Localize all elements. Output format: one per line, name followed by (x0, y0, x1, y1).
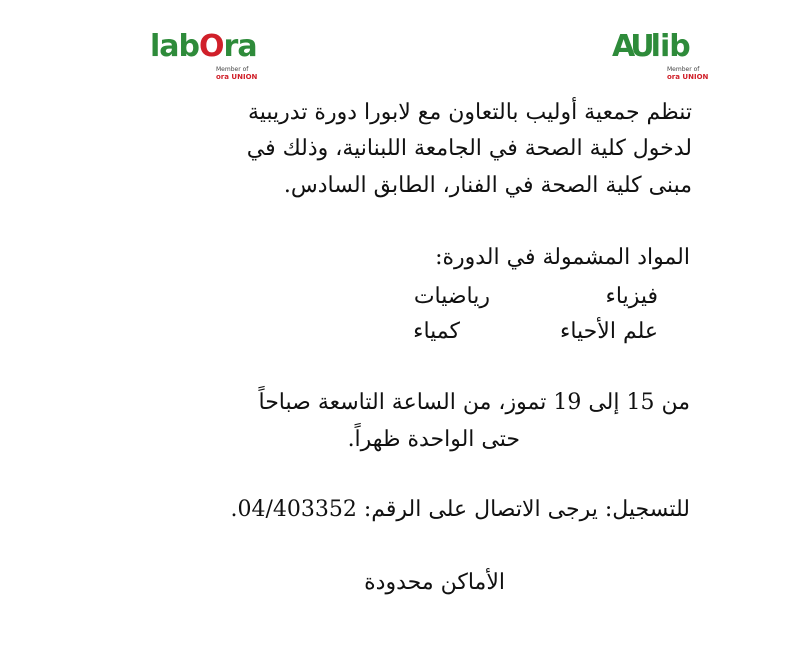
labora-logo-word-start: lab (150, 29, 200, 64)
registration-text: للتسجيل: يرجى الاتصال على الرقم: 04/403352. (230, 497, 690, 522)
aulib-logo-word-mark: AU (612, 29, 651, 64)
schedule-line-2: حتى الواحدة ظهراً. (347, 427, 520, 452)
subject-math: رياضيات (413, 284, 490, 309)
schedule-line-1: من 15 إلى 19 تموز، من الساعة التاسعة صباحاً (258, 390, 690, 415)
aulib-logo-union-text: ora UNION (667, 73, 709, 81)
labora-logo-member-text: Member of (216, 66, 249, 73)
intro-line-1: تنظم جمعية أوليب بالتعاون مع لابورا دورة تدريبية (247, 100, 692, 125)
subject-chemistry: كمياء (413, 319, 460, 344)
aulib-logo-word-end: lib (650, 29, 690, 64)
labora-logo-word-end: ra (223, 29, 257, 64)
aulib-logo (612, 22, 712, 82)
intro-line-3: مبنى كلية الصحة في الفنار، الطابق السادس. (283, 173, 692, 198)
limited-seats-notice: الأماكن محدودة (364, 570, 505, 595)
labora-logo (150, 22, 270, 82)
aulib-logo-member-text: Member of (667, 66, 700, 73)
labora-logo-wordmark (150, 30, 257, 64)
subject-physics: فيزياء (605, 284, 658, 309)
intro-line-2: لدخول كلية الصحة في الجامعة اللبنانية، وذلك في (246, 136, 692, 161)
labora-logo-union-text: ora UNION (216, 73, 258, 81)
subject-biology: علم الأحياء (560, 319, 658, 344)
labora-logo-word-mark: O (199, 29, 224, 64)
subjects-heading: المواد المشمولة في الدورة: (435, 245, 690, 270)
aulib-logo-wordmark (612, 30, 690, 64)
